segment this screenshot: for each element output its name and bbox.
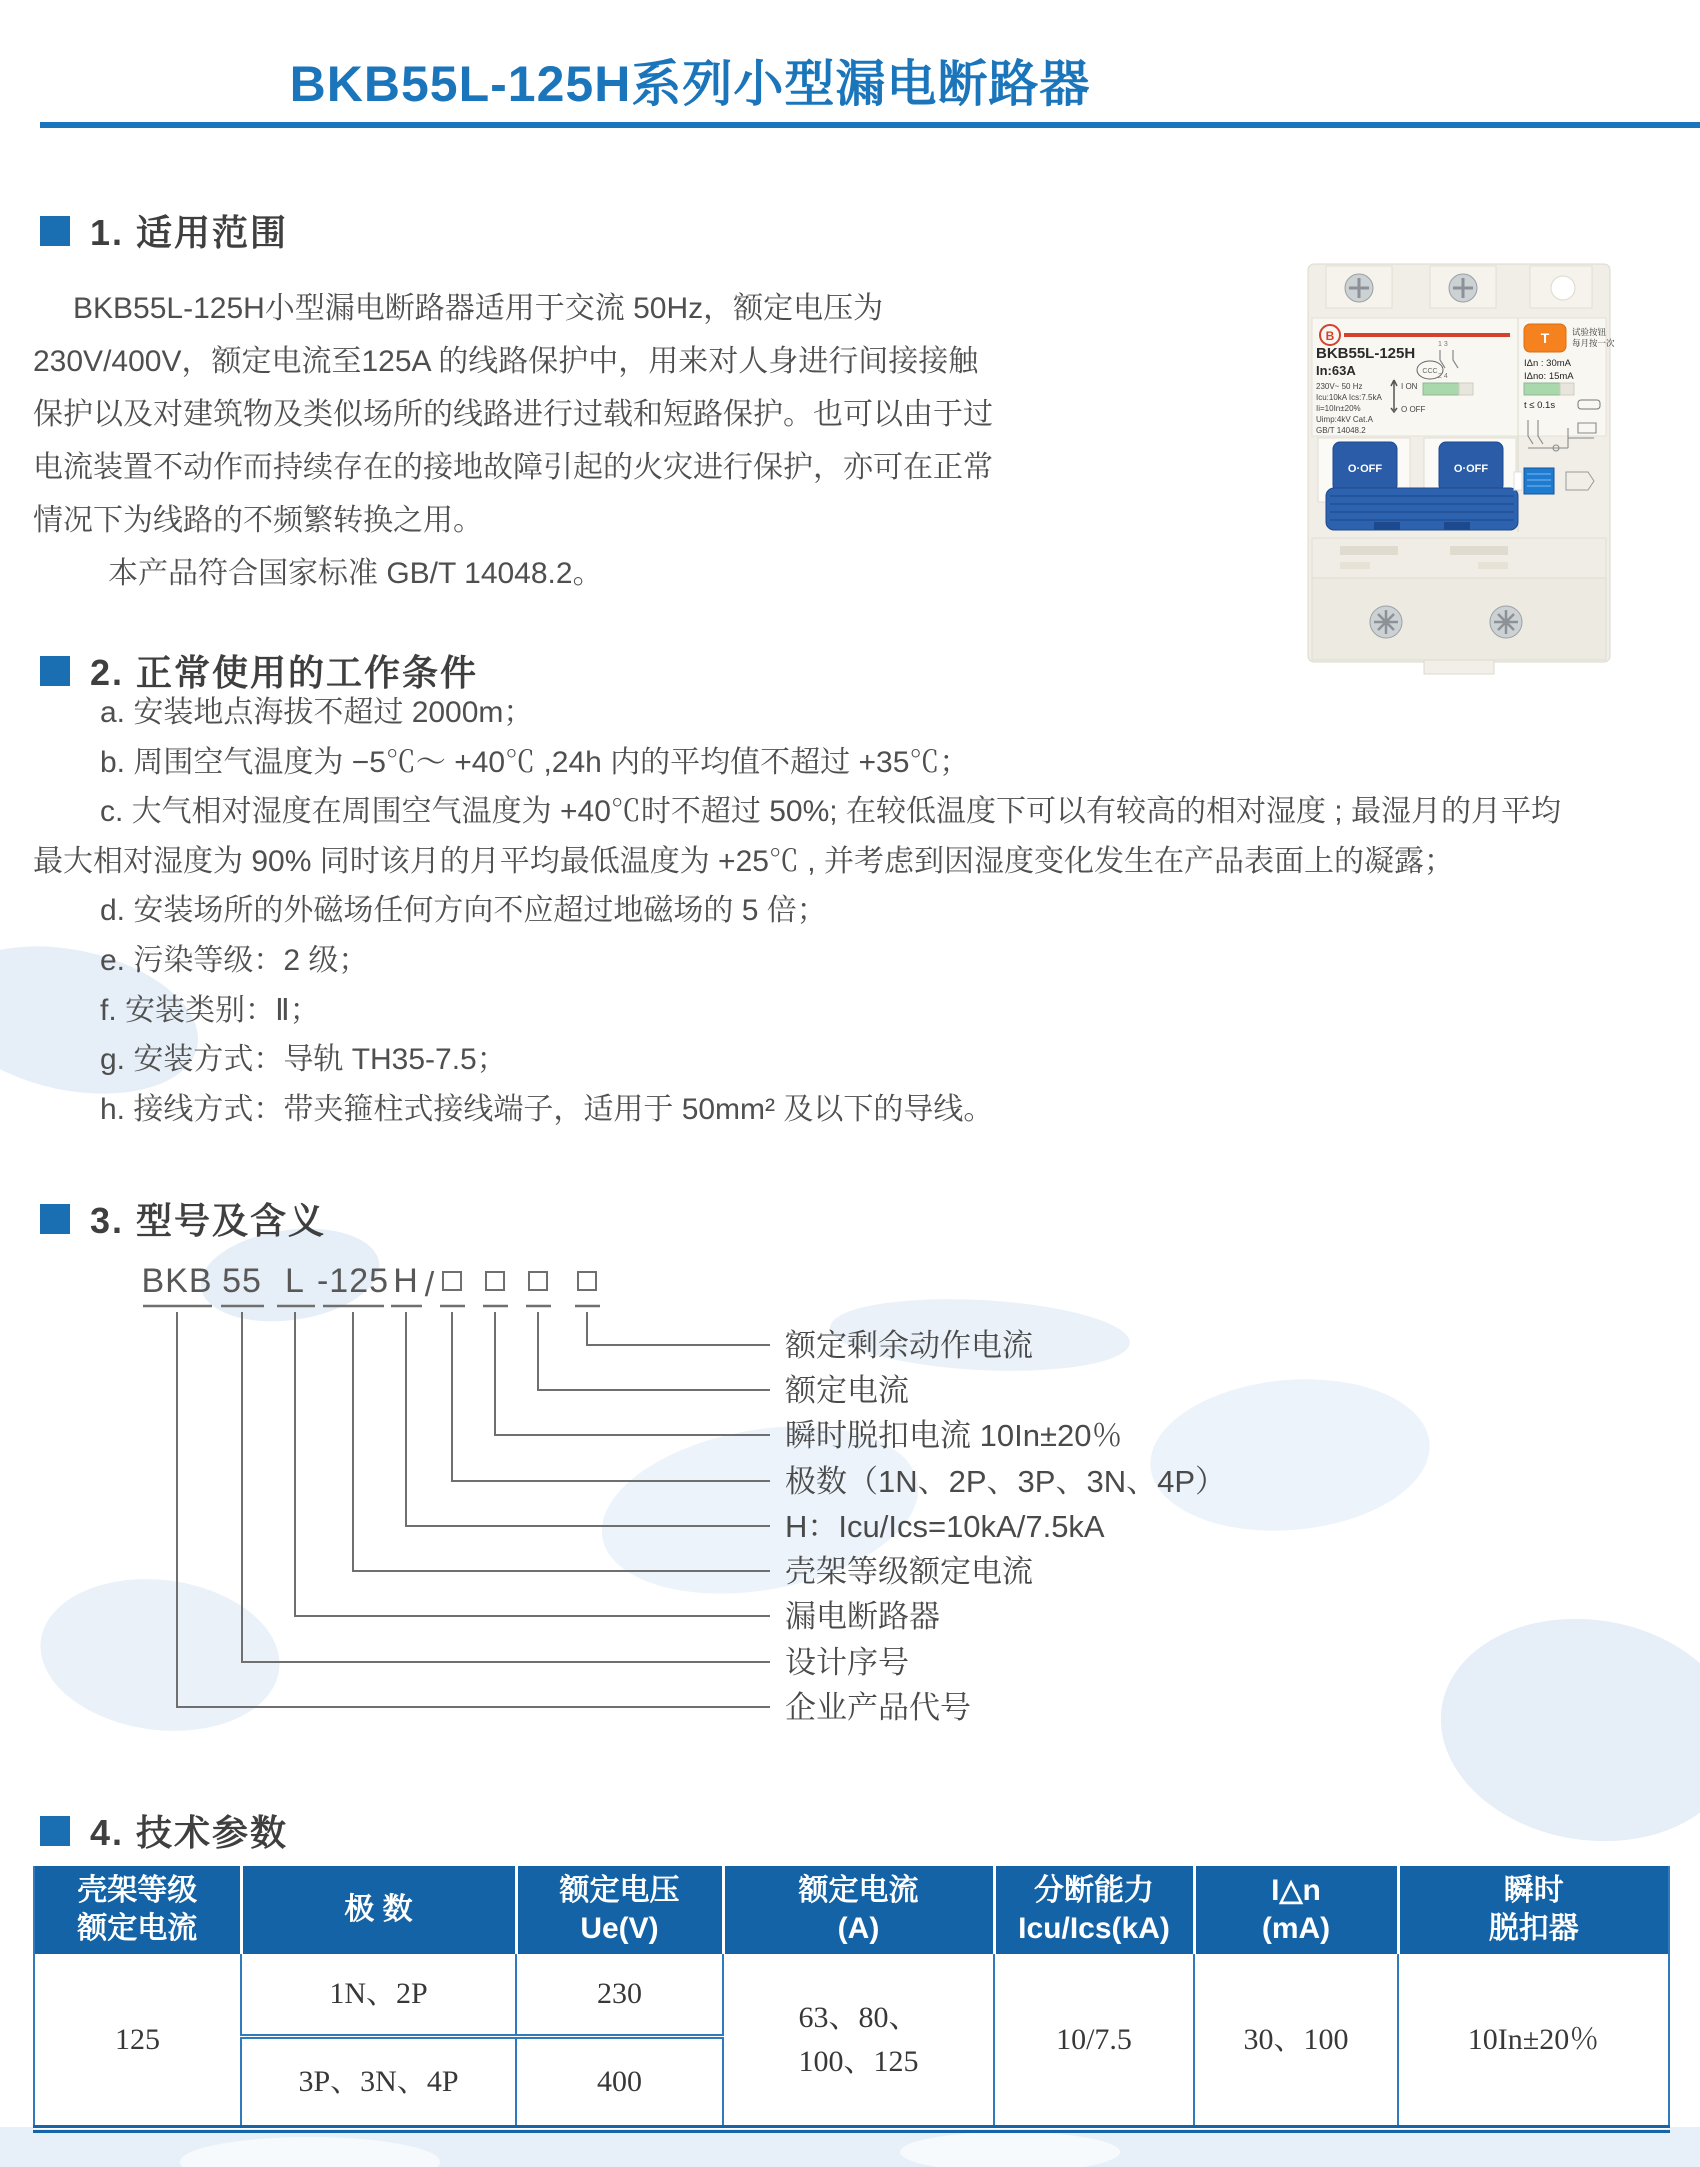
section-bullet-square bbox=[40, 1204, 70, 1234]
indicator-window-green bbox=[1524, 383, 1560, 395]
mount-hole bbox=[1551, 276, 1575, 300]
code-segment: -125 bbox=[316, 1262, 390, 1300]
section-bullet-square bbox=[40, 1816, 70, 1846]
table-row bbox=[34, 1954, 1669, 2037]
code-slash: / bbox=[424, 1266, 436, 1304]
on-mark: I ON bbox=[1401, 382, 1418, 391]
toggle-label: O·OFF bbox=[1347, 463, 1383, 475]
cell-breaking-capacity: 10/7.5 bbox=[994, 1954, 1194, 2129]
cell-rated-current: 63、80、 100、125 bbox=[723, 1954, 994, 2129]
product-photo bbox=[1278, 242, 1638, 682]
red-stripe bbox=[1344, 333, 1510, 337]
cell-voltage-1: 230 bbox=[516, 1954, 723, 2037]
din-clip bbox=[1424, 660, 1494, 674]
product-standard-text: GB/T 14048.2 bbox=[1316, 426, 1366, 435]
condition-item: a. 安装地点海拔不超过 2000m； bbox=[100, 696, 534, 729]
t-text: t ≤ 0.1s bbox=[1524, 400, 1556, 411]
table-header-row bbox=[34, 1866, 1669, 1954]
section-bullet-square bbox=[40, 656, 70, 686]
title-rule bbox=[40, 122, 1700, 128]
test-note: 每月按一次 bbox=[1572, 338, 1615, 348]
cell-frame-current: 125 bbox=[34, 1954, 241, 2129]
product-ii-text: Ii=10In±20% bbox=[1316, 404, 1361, 413]
code-segment: H bbox=[393, 1262, 419, 1300]
section-bullet-square bbox=[40, 216, 70, 246]
code-segment: BKB bbox=[141, 1262, 213, 1300]
product-voltage-text: 230V~ 50 Hz bbox=[1316, 382, 1363, 391]
product-model-text: BKB55L-125H bbox=[1316, 345, 1416, 362]
code-meaning-label: 企业产品代号 bbox=[785, 1690, 971, 1725]
test-note: 试验按钮 bbox=[1572, 327, 1607, 337]
product-rating-text: In:63A bbox=[1316, 363, 1356, 378]
code-box bbox=[486, 1272, 504, 1290]
product-uimp-text: Uimp:4kV Cat.A bbox=[1316, 415, 1373, 424]
page-title: BKB55L-125H系列小型漏电断路器 bbox=[289, 56, 1091, 112]
condition-item: d. 安装场所的外磁场任何方向不应超过地磁场的 5 倍； bbox=[100, 894, 827, 928]
code-meaning-label: 额定电流 bbox=[785, 1373, 909, 1408]
col-header-trip: 瞬时 脱扣器 bbox=[1398, 1866, 1669, 1954]
code-segment: 55 bbox=[222, 1262, 262, 1300]
code-meaning-label: 极数（1N、2P、3P、3N、4P） bbox=[785, 1464, 1227, 1499]
condition-item-continuation: 最大相对湿度为 90% 同时该月的月平均最低温度为 +25℃ , 并考虑到因湿度变化发生在产品表面上的凝露； bbox=[33, 844, 1454, 878]
idn-text: IΔn : 30mA bbox=[1524, 358, 1572, 369]
svg-text:T: T bbox=[1540, 330, 1550, 346]
condition-item: c. 大气相对湿度在周围空气温度为 +40℃时不超过 50%; 在较低温度下可以有较高的相对湿度 ; 最湿月的月平均 bbox=[100, 795, 1561, 829]
section2-title: 2. 正常使用的工作条件 bbox=[90, 652, 479, 693]
paragraph-line: 电流装置不动作而持续存在的接地故障引起的火灾进行保护，亦可在正常 bbox=[33, 451, 993, 484]
code-meaning-label: 壳架等级额定电流 bbox=[785, 1554, 1033, 1589]
cell-poles-2: 3P、3N、4P bbox=[241, 2037, 516, 2130]
circuit-breaker-illustration bbox=[1278, 242, 1638, 682]
off-mark: O OFF bbox=[1401, 405, 1426, 414]
bottom-wash bbox=[0, 2127, 1700, 2167]
code-meaning-label: 漏电断路器 bbox=[785, 1599, 940, 1634]
code-meaning-label: 瞬时脱扣电流 10In±20％ bbox=[785, 1418, 1123, 1453]
code-meaning-label: 额定剩余动作电流 bbox=[785, 1328, 1033, 1363]
standard-note: 本产品符合国家标准 GB/T 14048.2。 bbox=[108, 557, 603, 590]
toggle-label: O·OFF bbox=[1453, 463, 1489, 475]
product-icu-text: Icu:10kA Ics:7.5kA bbox=[1316, 393, 1382, 402]
section1-heading bbox=[40, 205, 288, 256]
section3-heading bbox=[40, 1193, 326, 1244]
condition-item: f. 安装类别：Ⅱ； bbox=[100, 993, 320, 1027]
condition-item: e. 污染等级：2 级； bbox=[100, 943, 369, 977]
code-box bbox=[529, 1272, 547, 1290]
code-meaning-label: 设计序号 bbox=[785, 1645, 909, 1680]
col-header-idn: I△n (mA) bbox=[1194, 1866, 1398, 1954]
col-header-breaking: 分断能力 Icu/Ics(kA) bbox=[994, 1866, 1194, 1954]
svg-text:2 4: 2 4 bbox=[1438, 373, 1448, 380]
condition-item: g. 安装方式：导轨 TH35-7.5； bbox=[100, 1043, 507, 1077]
svg-text:1 3: 1 3 bbox=[1438, 341, 1448, 348]
svg-text:CCC: CCC bbox=[1422, 368, 1438, 375]
toggle-crossbar[interactable] bbox=[1326, 488, 1518, 530]
condition-item: h. 接线方式：带夹箍柱式接线端子，适用于 50mm² 及以下的导线。 bbox=[100, 1092, 994, 1126]
paragraph-line: 情况下为线路的不频繁转换之用。 bbox=[33, 504, 483, 537]
paragraph-line: 保护以及对建筑物及类似场所的线路进行过载和短路保护。也可以由于过 bbox=[33, 398, 993, 431]
code-box bbox=[443, 1272, 461, 1290]
section3-title: 3. 型号及含义 bbox=[90, 1200, 327, 1241]
scope-paragraph bbox=[33, 282, 993, 600]
section4-heading bbox=[40, 1805, 288, 1856]
cell-instant-trip: 10In±20％ bbox=[1398, 1954, 1669, 2129]
code-segment: L bbox=[285, 1262, 305, 1300]
indicator-window-green bbox=[1423, 383, 1459, 395]
col-header-frame-current: 壳架等级 额定电流 bbox=[34, 1866, 241, 1954]
technical-parameters-table bbox=[33, 1866, 1670, 2133]
code-meaning-label: H：Icu/Ics=10kA/7.5kA bbox=[785, 1509, 1105, 1544]
section4-title: 4. 技术参数 bbox=[90, 1812, 289, 1853]
col-header-poles: 极 数 bbox=[241, 1866, 516, 1954]
svg-text:B: B bbox=[1325, 329, 1335, 343]
model-code-diagram bbox=[0, 1250, 1700, 1740]
section1-title: 1. 适用范围 bbox=[90, 212, 289, 253]
paragraph-line: 230V/400V，额定电流至125A 的线路保护中，用来对人身进行间接接触 bbox=[33, 345, 979, 378]
col-header-voltage: 额定电压 Ue(V) bbox=[516, 1866, 723, 1954]
working-conditions-list bbox=[33, 688, 1561, 1134]
code-box bbox=[578, 1272, 596, 1290]
cell-idn: 30、100 bbox=[1194, 1954, 1398, 2129]
cell-poles-1: 1N、2P bbox=[241, 1954, 516, 2037]
cell-voltage-2: 400 bbox=[516, 2037, 723, 2130]
paragraph-line: BKB55L-125H小型漏电断路器适用于交流 50Hz，额定电压为 bbox=[73, 292, 884, 325]
col-header-current: 额定电流 (A) bbox=[723, 1866, 994, 1954]
idno-text: IΔno: 15mA bbox=[1524, 371, 1574, 382]
condition-item: b. 周围空气温度为 −5℃～ +40℃ ,24h 内的平均值不超过 +35℃； bbox=[100, 745, 970, 779]
